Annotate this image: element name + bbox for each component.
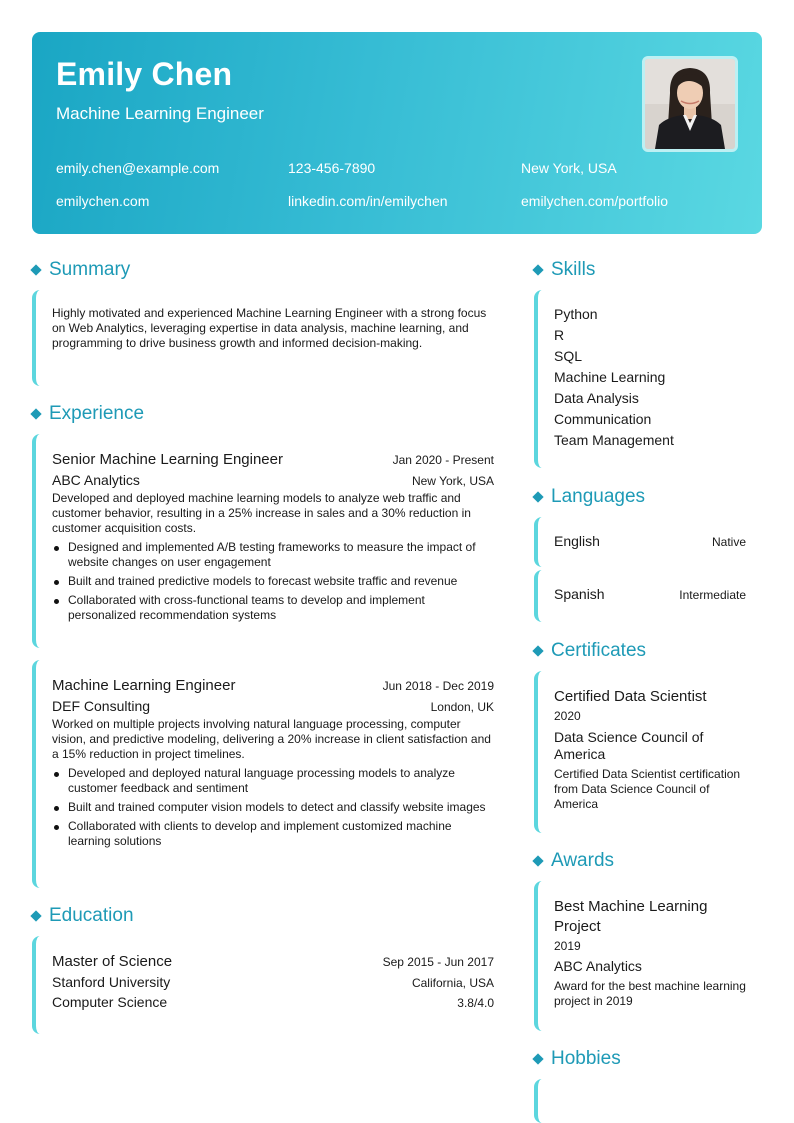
job-location: New York, USA xyxy=(411,474,494,488)
awards-heading-label: Awards xyxy=(551,850,615,871)
certificate-description: Certified Data Scientist certification from Data Science Council of America xyxy=(554,767,741,811)
education-dates: Sep 2015 - Jun 2017 xyxy=(382,955,494,969)
skills-card xyxy=(534,290,762,468)
website-link[interactable]: emilychen.com xyxy=(56,193,150,209)
certificate-item xyxy=(534,671,746,833)
diamond-icon xyxy=(532,264,543,275)
skills-heading-label: Skills xyxy=(551,259,596,280)
hobbies-heading xyxy=(533,1048,621,1070)
linkedin-link[interactable]: linkedin.com/in/emilychen xyxy=(288,193,448,209)
summary-heading xyxy=(31,259,130,281)
candidate-name: Emily Chen xyxy=(56,56,233,92)
email-link[interactable]: emily.chen@example.com xyxy=(56,160,220,176)
candidate-title: Machine Learning Engineer xyxy=(56,104,264,123)
job-location: London, UK xyxy=(430,700,494,714)
summary-heading-label: Summary xyxy=(49,259,131,280)
diamond-icon xyxy=(532,491,543,502)
job-title: Senior Machine Learning Engineer xyxy=(52,451,283,468)
experience-item xyxy=(32,660,494,888)
certificate-issuer: Data Science Council of America xyxy=(554,729,704,762)
diamond-icon xyxy=(532,855,543,866)
achievement-item: Developed and deployed natural language processing models to analyze customer feedback and sentiment xyxy=(52,766,494,796)
hobbies-card xyxy=(534,1079,746,1123)
job-dates: Jan 2020 - Present xyxy=(392,453,494,467)
skill-item: SQL xyxy=(554,348,583,364)
education-heading-label: Education xyxy=(49,905,134,926)
diamond-icon xyxy=(30,264,41,275)
skill-item: R xyxy=(554,327,565,343)
achievement-item: Collaborated with clients to develop and implement customized machine learning solutions xyxy=(52,819,494,849)
diamond-icon xyxy=(30,910,41,921)
job-title: Machine Learning Engineer xyxy=(52,677,236,694)
achievement-list xyxy=(52,540,494,623)
achievement-item: Built and trained computer vision models to detect and classify website images xyxy=(52,800,494,815)
language-name: Spanish xyxy=(554,586,605,602)
language-level: Intermediate xyxy=(679,588,746,602)
field-of-study: Computer Science xyxy=(52,994,168,1010)
degree-name: Master of Science xyxy=(52,953,173,970)
awards-heading xyxy=(533,850,614,872)
job-description: Developed and deployed machine learning models to analyze web traffic and customer behavior, resulting in a 25% increase in sales and a 30% reduction in customer acquisition costs. xyxy=(52,491,471,535)
portfolio-link[interactable]: emilychen.com/portfolio xyxy=(521,193,669,209)
language-level: Native xyxy=(711,535,746,549)
achievement-list xyxy=(52,766,494,849)
certificate-name: Certified Data Scientist xyxy=(554,688,707,705)
phone-text: 123-456-7890 xyxy=(288,160,376,176)
languages-heading xyxy=(533,486,645,508)
gpa-text: 3.8/4.0 xyxy=(457,996,494,1010)
language-item xyxy=(534,570,746,622)
experience-item xyxy=(32,434,494,648)
profile-photo xyxy=(642,56,738,152)
school-location: California, USA xyxy=(411,976,494,990)
diamond-icon xyxy=(30,408,41,419)
education-heading xyxy=(31,905,134,927)
award-name: Best Machine Learning Project xyxy=(554,898,708,935)
job-dates: Jun 2018 - Dec 2019 xyxy=(382,679,494,693)
summary-card xyxy=(32,290,494,386)
achievement-item: Collaborated with cross-functional teams to develop and implement personalized recommendation systems xyxy=(52,593,494,623)
skills-heading xyxy=(533,259,595,281)
company-name: ABC Analytics xyxy=(52,472,140,488)
experience-heading xyxy=(31,403,144,425)
school-name: Stanford University xyxy=(52,974,171,990)
languages-heading-label: Languages xyxy=(551,486,646,507)
diamond-icon xyxy=(532,645,543,656)
company-name: DEF Consulting xyxy=(52,698,151,714)
certificates-heading-label: Certificates xyxy=(551,640,647,661)
certificate-year: 2020 xyxy=(554,709,581,723)
award-description: Award for the best machine learning project in 2019 xyxy=(554,979,746,1008)
hobbies-heading-label: Hobbies xyxy=(551,1048,621,1069)
language-name: English xyxy=(554,533,600,549)
skill-item: Data Analysis xyxy=(554,390,639,406)
language-item xyxy=(534,517,746,567)
resume-header xyxy=(32,32,762,234)
award-issuer: ABC Analytics xyxy=(554,958,642,974)
portrait-image xyxy=(645,59,735,149)
skill-item: Python xyxy=(554,306,598,322)
certificates-heading xyxy=(533,640,646,662)
education-item xyxy=(32,936,494,1034)
skill-item: Machine Learning xyxy=(554,369,666,385)
job-description: Worked on multiple projects involving natural language processing, computer vision, and predictive modeling, delivering a 20% increase in client satisfaction and a 15% reduction in project timelines. xyxy=(52,717,491,761)
skill-item: Communication xyxy=(554,411,652,427)
experience-heading-label: Experience xyxy=(49,403,145,424)
diamond-icon xyxy=(532,1053,543,1064)
skill-item: Team Management xyxy=(554,432,674,448)
award-item xyxy=(534,881,746,1031)
achievement-item: Designed and implemented A/B testing frameworks to measure the impact of website changes on user engagement xyxy=(52,540,494,570)
achievement-item: Built and trained predictive models to forecast website traffic and revenue xyxy=(52,574,494,589)
location-text: New York, USA xyxy=(521,160,617,176)
summary-text: Highly motivated and experienced Machine Learning Engineer with a strong focus on Web Analytics, leveraging expertise in data analysis, machine learning, and programming to drive business growth and informed decision-making. xyxy=(52,306,487,350)
award-year: 2019 xyxy=(554,939,581,953)
